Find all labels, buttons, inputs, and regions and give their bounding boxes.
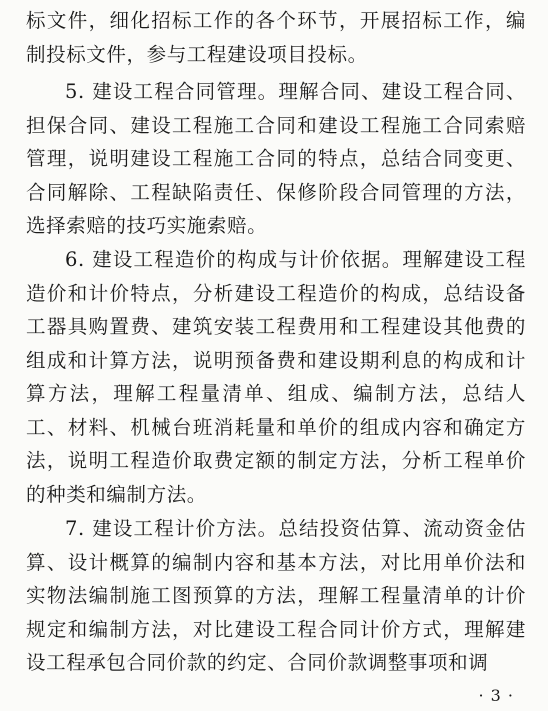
paragraph-contract-management: 5. 建设工程合同管理。理解合同、建设工程合同、担保合同、建设工程施工合同和建设工程施工合同索赔管理，说明建设工程施工合同的特点，总结合同变更、合同解除、工程缺陷责任、保修阶段合同管理的方法，选择索赔的技巧实施索赔。 [26,80,526,237]
paragraph-cost-composition: 6. 建设工程造价的构成与计价依据。理解建设工程造价和计价特点，分析建设工程造价的构成，总结设备工器具购置费、建筑安装工程费用和工程建设其他费的组成和计算方法，说明预备费和建设期利息的构成和计算方法，理解工程量清单、组成、编制方法，总结人工、材料、机械台班消耗量和单价的组成内容和确定方法，说明工程造价取费定额的制定方法，分析工程单价的种类和编制方法。 [26,248,526,506]
paragraph-pricing-methods: 7. 建设工程计价方法。总结投资估算、流动资金估算、设计概算的编制内容和基本方法，对比用单价法和实物法编制施工图预算的方法，理解工程量清单的计价规定和编制方法，对比建设工程合同计价方式，理解建设工程承包合同价款的约定、合同价款调整事项和调 [26,517,526,674]
paragraph-continued: 标文件，细化招标工作的各个环节，开展招标工作，编制投标文件，参与工程建设项目投标。 [26,9,526,66]
page-number: · 3 · [478,686,514,705]
